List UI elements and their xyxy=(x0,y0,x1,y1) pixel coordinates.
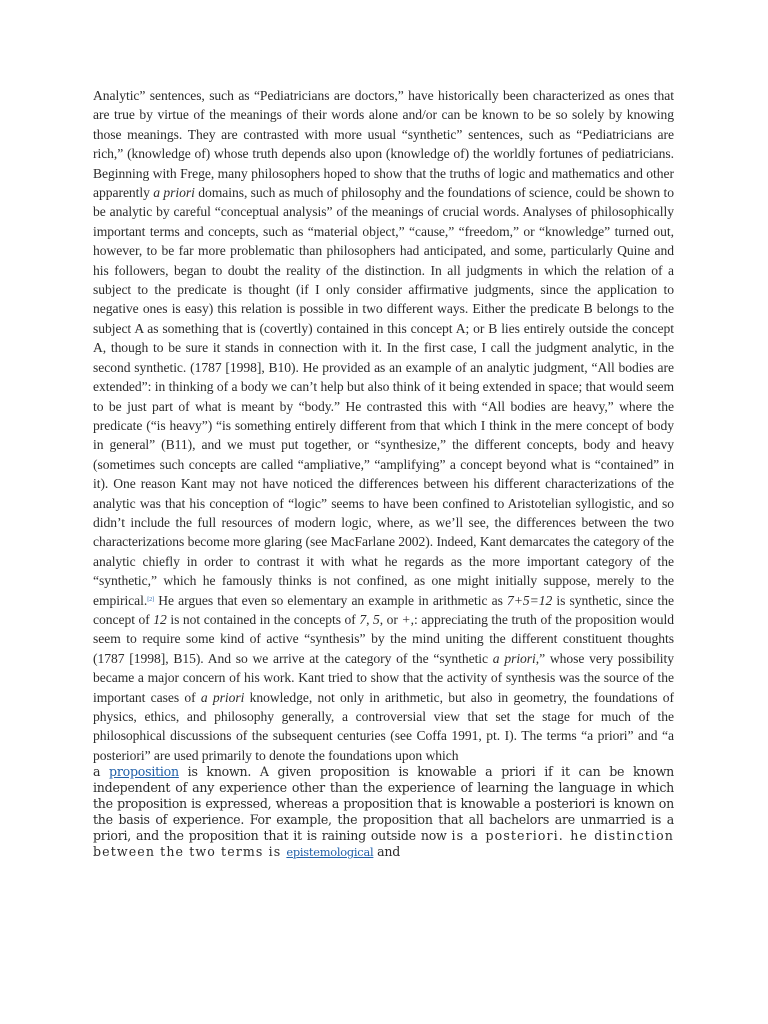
text-run: knowledge, not only in arithmetic, but also in geometry, the foundations of physics, ethics, and philosophy generally, a controversial view that set the stage for much of the philosophical discussions of the subsequent centuries (see Coffa 1991, pt. I). The terms “a priori” and “a posteriori” are used primarily to denote the foundations upon which xyxy=(93,689,675,763)
italic-term: a priori xyxy=(153,185,195,201)
body-paragraph-2 xyxy=(93,764,674,860)
italic-term: 7+5=12 xyxy=(507,592,553,608)
footnote-marker[interactable]: [2] xyxy=(147,596,155,603)
text-run: is known. A given proposition is knowable a priori if it can be known independent of any experience other than the experience of learning the language in which the proposition is expressed, whereas a proposition that is knowable a posteriori is known on the basis of experience. For example, the proposition that all bachelors are unmarried is a priori, and the proposition that it is raining outside now xyxy=(93,764,674,843)
text-run: a xyxy=(93,764,110,780)
text-run: and xyxy=(373,843,401,859)
text-run: , or xyxy=(379,611,402,627)
text-run: is not contained in the concepts of xyxy=(166,611,360,627)
document-page xyxy=(93,86,674,861)
epistemological-link[interactable]: epistemological xyxy=(286,844,374,859)
italic-term: 7 xyxy=(359,611,367,627)
italic-term: a priori xyxy=(200,689,245,705)
text-run: , xyxy=(366,611,373,627)
text-run: is synthetic, since the concept of xyxy=(93,592,674,627)
text-run: domains, such as much of philosophy and the foundations of science, could be shown to be analytic by careful “conceptual analysis” of the meanings of crucial words. Analyses of philosophically important terms and concepts, such as “material object,” “cause,” “freedom,” or “knowledge” turned out, however, to be far more problematic than philosophers had anticipated, and some, particularly Quine and his followers, began to doubt the reality of the distinction. In all judgments in which the relation of a subject to the predicate is thought (if I only consider affirmative judgments, since the application to negative ones is easy) this relation is possible in two different ways. Either the predicate B belongs to the subject A as something that is (covertly) contained in this concept A; or B lies entirely outside the concept A, though to be sure it stands in connection with it. In the first case, I call the judgment analytic, in the second synthetic. (1787 [1998], B10). He provided as an example of an analytic judgment, “All bodies are extended”: in thinking of a body we can’t help but also think of it being extended in space; that would seem to be just part of what is meant by “body.” He contrasted this with “All bodies are heavy,” where the predicate (“is heavy”) “is something entirely different from that which I think in the mere concept of body in general” (B11), and we must put together, or “synthesize,” the different concepts, body and heavy (sometimes such concepts are called “ampliative,” “amplifying” a concept beyond what is “contained” in it). One reason Kant may not have noticed the differences between his different characterizations of the analytic was that his conception of “logic” seems to have been confined to Aristotelian syllogistic, and so didn’t include the full resources of modern logic, where, as we’ll see, the differences between the two characterizations become more glaring (see MacFarlane 2002). Indeed, Kant demarcates the category of the analytic chiefly in order to contrast it with what he regards as the more important category of the “synthetic,” which he famously thinks is not confined, as one might initially suppose, merely to the empirical. xyxy=(93,185,675,608)
italic-term: + xyxy=(401,611,411,627)
text-run: is a posteriori. he distinction between the two terms is xyxy=(93,827,674,859)
body-paragraph xyxy=(93,86,674,765)
italic-term: 5 xyxy=(373,611,380,627)
proposition-link[interactable]: proposition xyxy=(109,764,179,780)
text-run: ,: appreciating the truth of the proposition would seem to require some kind of active “synthesis” by the mind uniting the different constituent thoughts (1787 [1998], B15). And so we arrive at the category of the “synthetic xyxy=(93,611,674,666)
text-run: He argues that even so elementary an example in arithmetic as xyxy=(154,592,508,608)
italic-term: 12 xyxy=(153,611,167,627)
text-run: Analytic” sentences, such as “Pediatricians are doctors,” have historically been characterized as ones that are true by virtue of the meanings of their words alone and/or can be known to be so solely by knowing those meanings. They are contrasted with more usual “synthetic” sentences, such as “Pediatricians are rich,” (knowledge of) whose truth depends also upon (knowledge of) the worldly fortunes of pediatricians. Beginning with Frege, many philosophers hoped to show that the truths of logic and mathematics and other apparently xyxy=(93,88,674,201)
italic-term: a priori xyxy=(492,650,536,666)
text-run: ,” whose very possibility became a major concern of his work. Kant tried to show that the activity of synthesis was the source of the important cases of xyxy=(93,650,674,705)
